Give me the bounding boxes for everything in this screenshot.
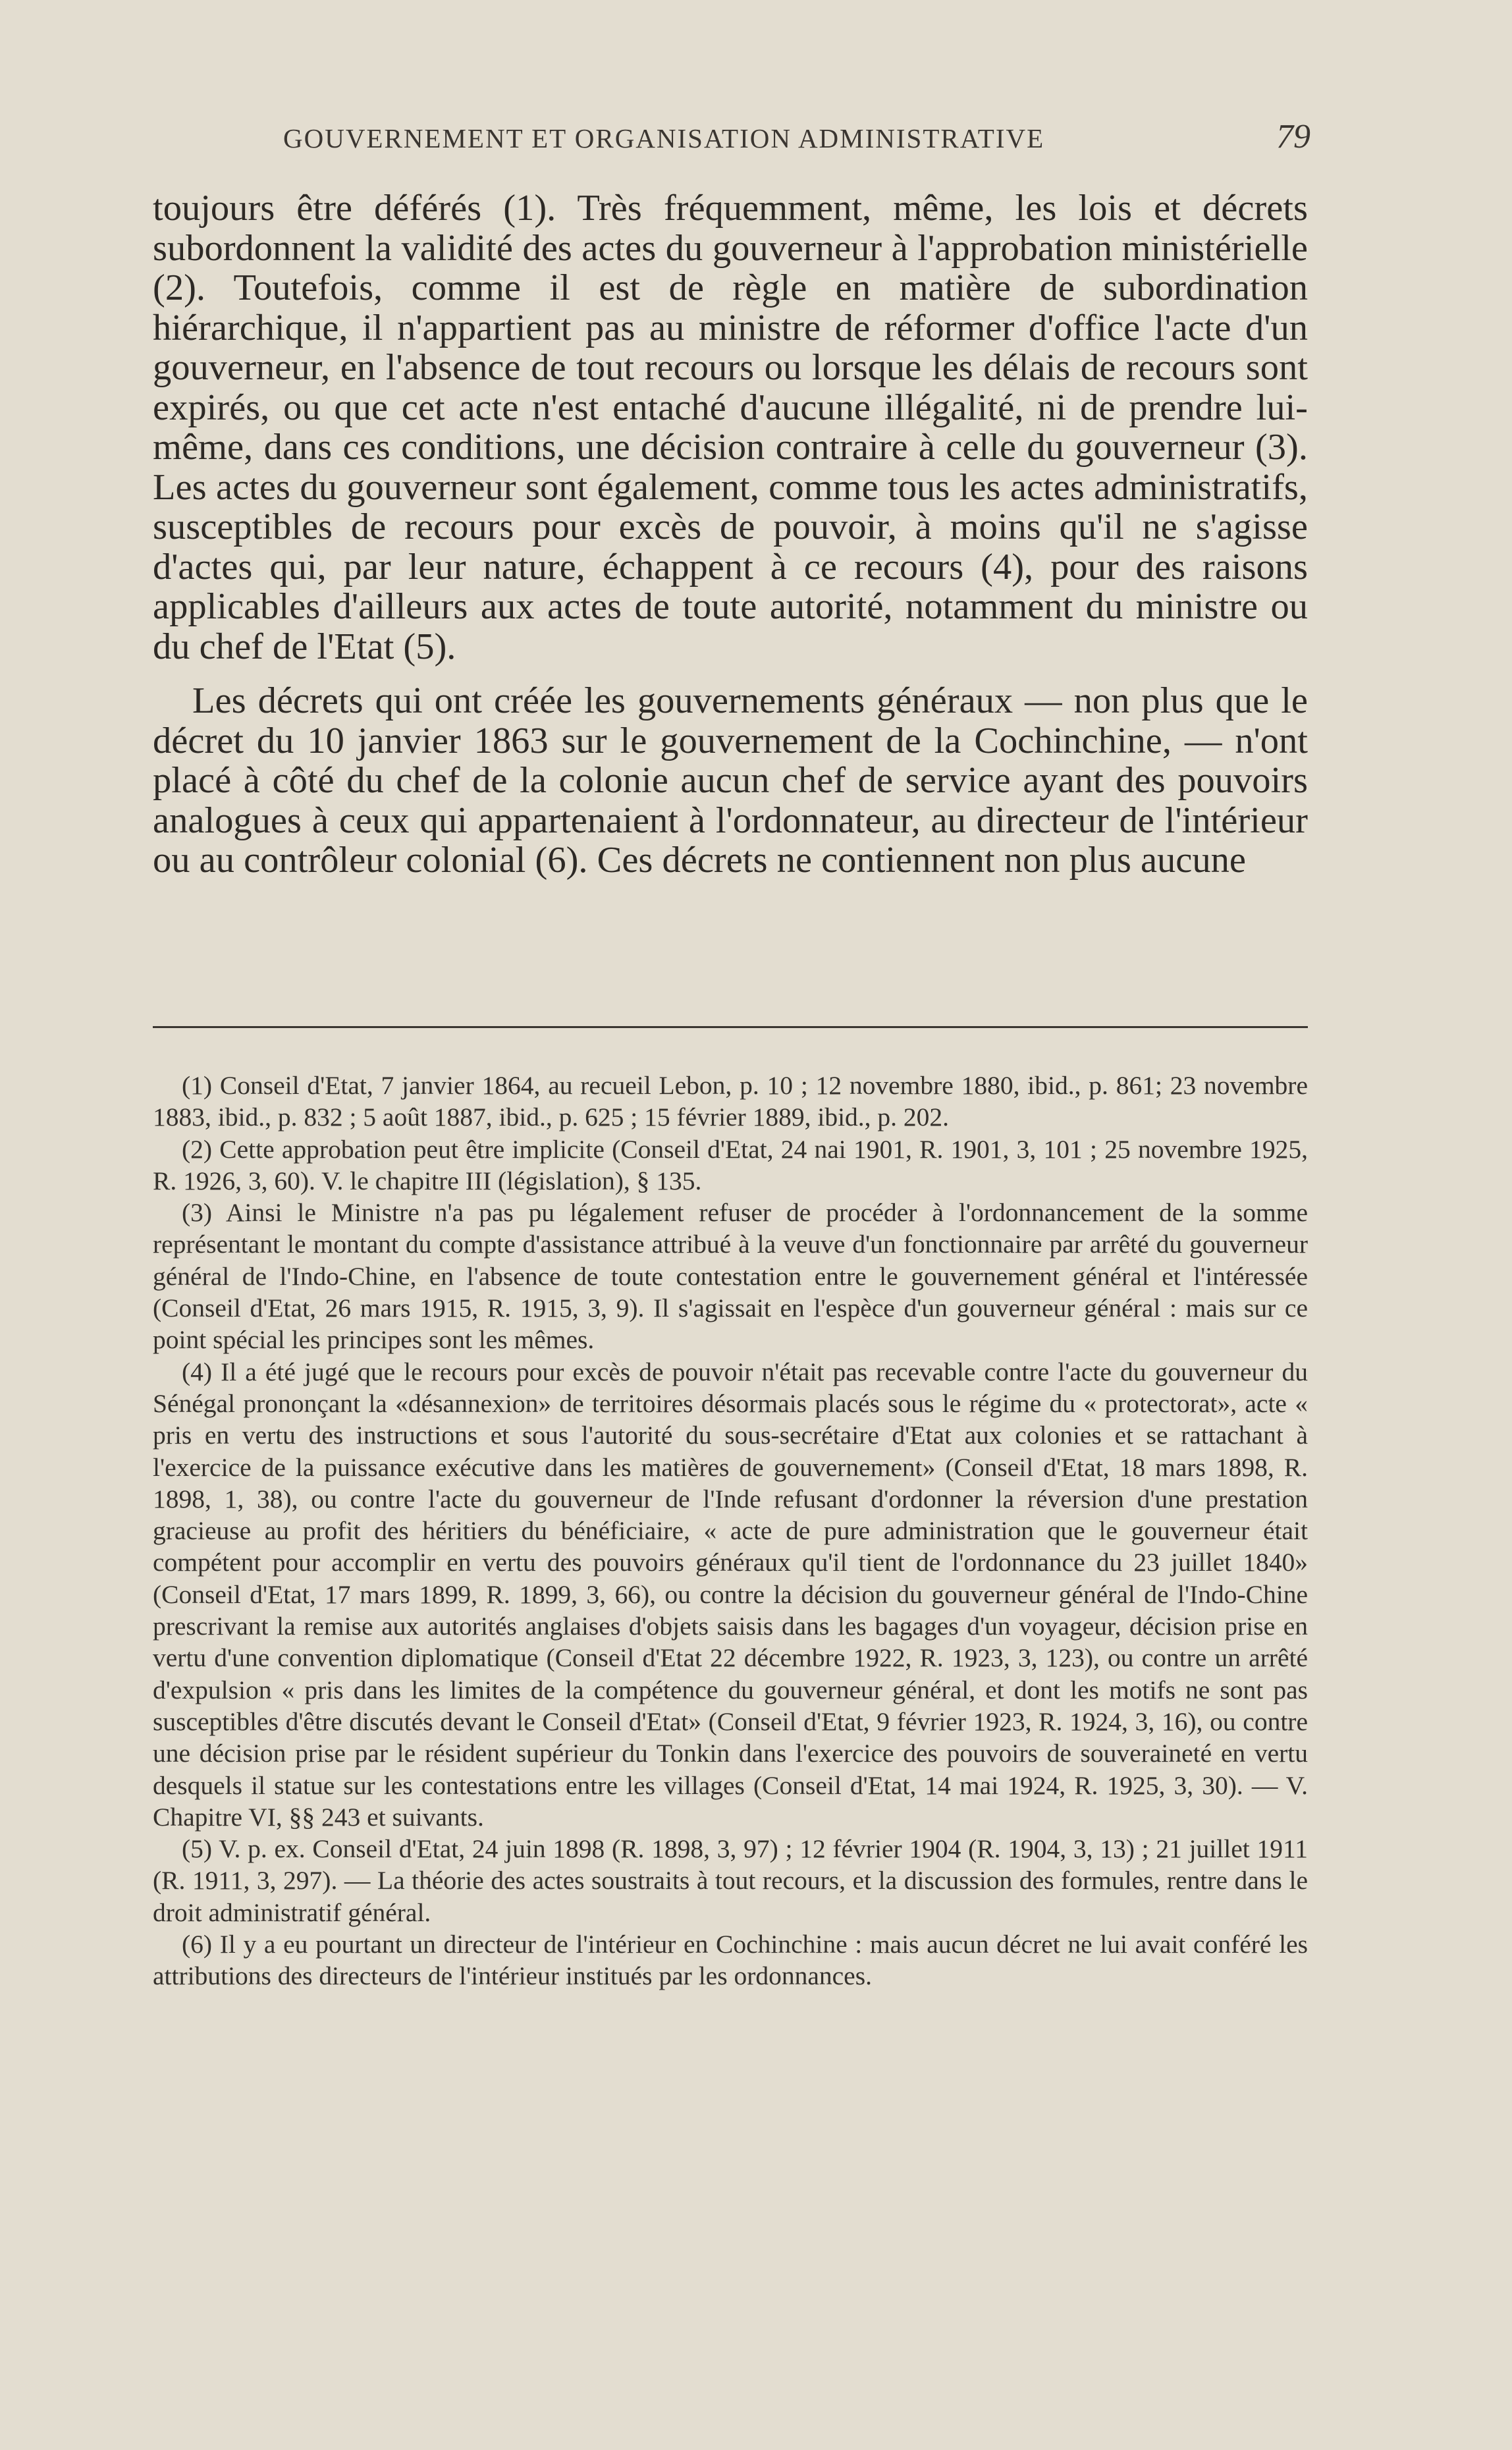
page-number: 79 xyxy=(1276,118,1310,155)
page-header xyxy=(283,117,1310,163)
footnote-2: (2) Cette approbation peut être implicite (Conseil d'Etat, 24 nai 1901, R. 1901, 3, 101 ; 25 novembre 1925, R. 1926, 3, 60). V. le chapitre III (législation), § 135. xyxy=(153,1134,1308,1195)
main-text xyxy=(153,188,1308,881)
body-paragraph: toujours être déférés (1). Très fréquemment, même, les lois et décrets subordonnent la validité des actes du gouverneur à l'approbation ministérielle (2). Toutefois, comme il est de règle en matière de subordination hiérarchique, il n'appartient pas au ministre de réformer d'office l'acte d'un gouverneur, en l'absence de tout recours ou lorsque les délais de recours sont expirés, ou que cet acte n'est entaché d'aucune illégalité, ni de prendre lui-même, dans ces conditions, une décision contraire à celle du gouverneur (3). Les actes du gouverneur sont également, comme tous les actes administratifs, susceptibles de recours pour excès de pouvoir, à moins qu'il ne s'agisse d'actes qui, par leur nature, échappent à ce recours (4), pour des raisons applicables d'ailleurs aux actes de toute autorité, notamment du ministre ou du chef de l'Etat (5). xyxy=(153,188,1308,667)
body-paragraph: Les décrets qui ont créée les gouvernements généraux — non plus que le décret du 10 janvier 1863 sur le gouvernement de la Cochinchine, — n'ont placé à côté du chef de la colonie aucun chef de service ayant des pouvoirs analogues à ceux qui appartenaient à l'ordonnateur, au directeur de l'intérieur ou au contrôleur colonial (6). Ces décrets ne contiennent non plus aucune xyxy=(153,680,1308,881)
footnote-6: (6) Il y a eu pourtant un directeur de l'intérieur en Cochinchine : mais aucun décret ne lui avait conféré les attributions des directeurs de l'intérieur institués par les ordonnances. xyxy=(153,1930,1308,1991)
running-title: GOUVERNEMENT ET ORGANISATION ADMINISTRATIVE xyxy=(283,123,1045,153)
footnote-4: (4) Il a été jugé que le recours pour excès de pouvoir n'était pas recevable contre l'acte du gouverneur du Sénégal prononçant la «désannexion» de territoires désormais placés sous le régime du « protectorat», acte « pris en vertu des instructions et sous l'autorité du sous-secrétaire d'Etat aux colonies et se rattachant à l'exercice de la puissance exécutive dans les matières de gouvernement» (Conseil d'Etat, 18 mars 1898, R. 1898, 1, 38), ou contre l'acte du gouverneur de l'Inde refusant d'ordonner la réversion d'une prestation gracieuse au profit des héritiers du bénéficiaire, « acte de pure administration que le gouverneur était compétent pour accomplir en vertu des pouvoirs généraux qu'il tient de l'ordonnance du 23 juillet 1840» (Conseil d'Etat, 17 mars 1899, R. 1899, 3, 66), ou contre la décision du gouverneur général de l'Indo-Chine prescrivant la remise aux autorités anglaises d'objets saisis dans les bagages d'un voyageur, décision prise en vertu d'une convention diplomatique (Conseil d'Etat 22 décembre 1922, R. 1923, 3, 123), ou contre un arrêté d'expulsion « pris dans les limites de la compétence du gouverneur général, et dont les motifs ne sont pas susceptibles d'être discutés devant le Conseil d'Etat» (Conseil d'Etat, 9 février 1923, R. 1924, 3, 16), ou contre une décision prise par le résident supérieur du Tonkin dans l'exercice des pouvoirs de souveraineté en vertu desquels il statue sur les contestations entre les villages (Conseil d'Etat, 14 mai 1924, R. 1925, 3, 30). — V. Chapitre VI, §§ 243 et suivants. xyxy=(153,1357,1308,1832)
footnote-5: (5) V. p. ex. Conseil d'Etat, 24 juin 1898 (R. 1898, 3, 97) ; 12 février 1904 (R. 1904, 3, 13) ; 21 juillet 1911 (R. 1911, 3, 297). — La théorie des actes soustraits à tout recours, et la discussion des formules, rentre dans le droit administratif général. xyxy=(153,1834,1308,1927)
footnotes xyxy=(153,1070,1308,1992)
footnote-1: (1) Conseil d'Etat, 7 janvier 1864, au recueil Lebon, p. 10 ; 12 novembre 1880, ibid., p. 861; 23 novembre 1883, ibid., p. 832 ; 5 août 1887, ibid., p. 625 ; 15 février 1889, ibid., p. 202. xyxy=(153,1071,1308,1132)
footnote-3: (3) Ainsi le Ministre n'a pas pu légalement refuser de procéder à l'ordonnancement de la somme représentant le montant du compte d'assistance attribué à la veuve d'un fonctionnaire par arrêté du gouverneur général de l'Indo-Chine, en l'absence de toute contestation entre le gouvernement général et l'intéressée (Conseil d'Etat, 26 mars 1915, R. 1915, 3, 9). Il s'agissait en l'espèce d'un gouverneur général : mais sur ce point spécial les principes sont les mêmes. xyxy=(153,1198,1308,1355)
footnote-divider xyxy=(153,1026,1308,1028)
